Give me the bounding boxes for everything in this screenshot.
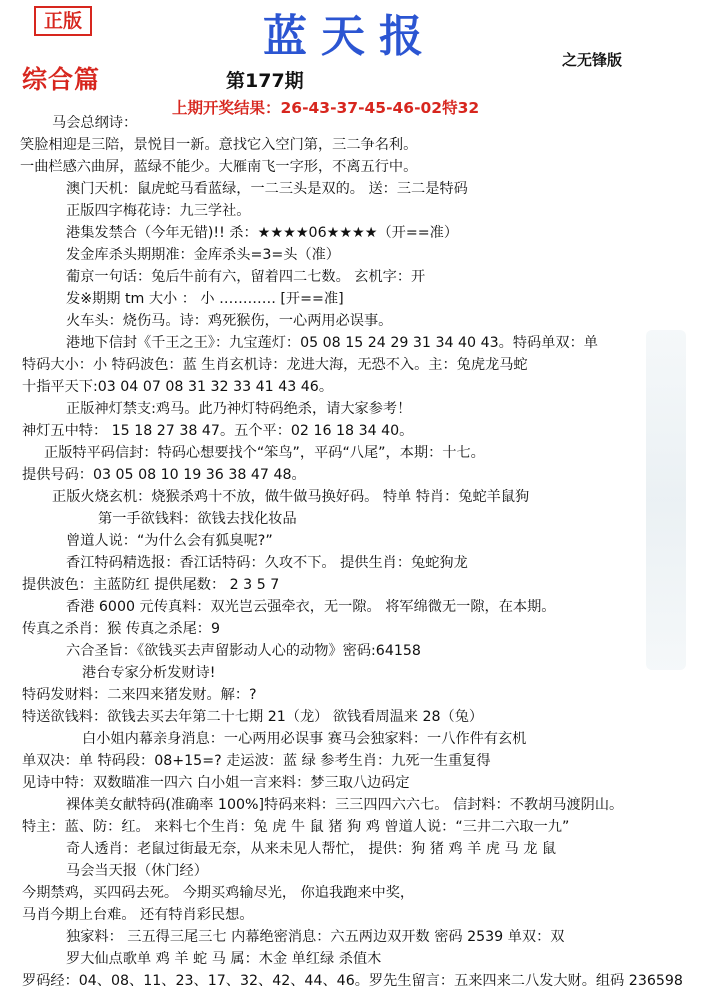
issue-number: 第177期 <box>226 70 304 92</box>
newspaper-title: 蓝天报 <box>263 11 437 62</box>
text-line: 提供号码：03 05 08 10 19 36 38 47 48。 <box>22 467 306 483</box>
text-line: 曾道人说：“为什么会有狐臭呢?” <box>66 533 273 549</box>
text-line: 奇人透肖：老鼠过街最无奈，从来未见人帮忙， 提供：狗 猪 鸡 羊 虎 马 龙 鼠 <box>66 841 557 857</box>
text-line: 正版火烧玄机：烧猴杀鸡十不放，做牛做马换好码。 特单 特肖：兔蛇羊鼠狗 <box>52 489 530 505</box>
text-line: 正版特平码信封：特码心想要找个“笨鸟”，平码“八尾”，本期：十七。 <box>44 445 485 461</box>
text-line: 马会当天报（休门经） <box>66 863 208 879</box>
text-line: 神灯五中特： 15 18 27 38 47。五个平：02 16 18 34 40。 <box>22 423 414 439</box>
text-line: 第一手欲钱料：欲钱去找化妆品 <box>98 511 297 527</box>
text-line: 笑脸相迎是三陪，景悦目一新。意找它入空门第，三二争名利。 <box>20 137 418 153</box>
edition-badge: 正版 <box>34 6 92 36</box>
text-line: 港台专家分析发财诗! <box>82 665 216 681</box>
text-line: 香港 6000 元传真料：双光岂云强牵衣，无一隙。 将军绵微无一隙，在本期。 <box>66 599 556 615</box>
text-line: 港地下信封《千王之王》：九宝莲灯：05 08 15 24 29 31 34 40 43。特码单双：单 <box>66 335 598 351</box>
text-line: 特主：蓝、防：红。 来料七个生肖：兔 虎 牛 鼠 猪 狗 鸡 曾道人说：“三井二六取一九” <box>22 819 570 835</box>
text-line: 见诗中特：双数瞄准一四六 白小姐一言来料：梦三取八边码定 <box>22 775 410 791</box>
text-line: 澳门天机：鼠虎蛇马看蓝绿，一二三头是双的。 送：三二是特码 <box>66 181 468 197</box>
section-title: 综合篇 <box>22 65 101 94</box>
text-line: 正版四字梅花诗：九三学社。 <box>66 203 251 219</box>
text-line: 马肖今期上台难。 还有特肖彩民想。 <box>22 907 254 923</box>
text-line: 发※期期 tm 大小 ： 小 ………… [开==准] <box>66 291 344 307</box>
text-line: 发金库杀头期期准：金库杀头=3=头（准） <box>66 247 340 263</box>
text-line: 传真之杀肖：猴 传真之杀尾：9 <box>22 621 220 637</box>
text-line: 六合圣旨：《欲钱买去声留影动人心的动物》密码:64158 <box>66 643 421 659</box>
text-line: 罗码经：04、08、11、23、17、32、42、44、46。罗先生留言：五来四来二八发大财。组码 236598 <box>22 973 683 989</box>
text-line: 罗大仙点歌单 鸡 羊 蛇 马 属：木金 单红绿 杀值木 <box>66 951 382 967</box>
text-line: 正版神灯禁支:鸡马。此乃神灯特码绝杀，请大家参考！ <box>66 401 412 417</box>
text-line: 裸体美女献特码(准确率 100%]特码来料：三三四四六六七。 信封料：不教胡马渡阴山。 <box>66 797 624 813</box>
article-body <box>0 113 725 1007</box>
last-result: 上期开奖结果：26-43-37-45-46-02特32 <box>172 99 480 117</box>
text-line: 提供波色：主蓝防红 提供尾数： 2 3 5 7 <box>22 577 280 593</box>
text-line: 香江特码精选报：香江话特码：久攻不下。 提供生肖：兔蛇狗龙 <box>66 555 468 571</box>
text-line: 独家料： 三五得三尾三七 内幕绝密消息：六五两边双开数 密码 2539 单双：双 <box>66 929 565 945</box>
text-line: 港集发禁合（今年无错)!! 杀：★★★★06★★★★（开==准） <box>66 225 459 241</box>
text-line: 特码大小：小 特码波色：蓝 生肖玄机诗：龙进大海，无恐不入。主：兔虎龙马蛇 <box>22 357 528 373</box>
text-line: 一曲栏感六曲屏，蓝绿不能少。大雁南飞一字形，不离五行中。 <box>20 159 418 175</box>
edition-label: 之无锋版 <box>562 51 623 69</box>
text-line: 单双决：单 特码段：08+15=? 走运波：蓝 绿 参考生肖：九死一生重复得 <box>22 753 491 769</box>
text-line: 特码发财料：二来四来猪发财。解：? <box>22 687 257 703</box>
text-line: 十指平天下:03 04 07 08 31 32 33 41 43 46。 <box>22 379 334 395</box>
text-line: 今期禁鸡，买四码去死。 今期买鸡输尽光， 你追我跑来中奖， <box>22 885 415 901</box>
text-line: 特送欲钱料：欲钱去买去年第二十七期 21（龙） 欲钱看周温来 28（兔） <box>22 709 484 725</box>
text-line: 葡京一句话：兔后牛前有六，留着四二七数。 玄机字：开 <box>66 269 426 285</box>
text-line: 火车头：烧伤马。诗：鸡死猴伤，一心两用必误事。 <box>66 313 393 329</box>
text-line: 马会总纲诗： <box>52 115 138 131</box>
text-line: 白小姐内幕亲身消息：一心两用必误事 赛马会独家料：一八作件有玄机 <box>82 731 527 747</box>
